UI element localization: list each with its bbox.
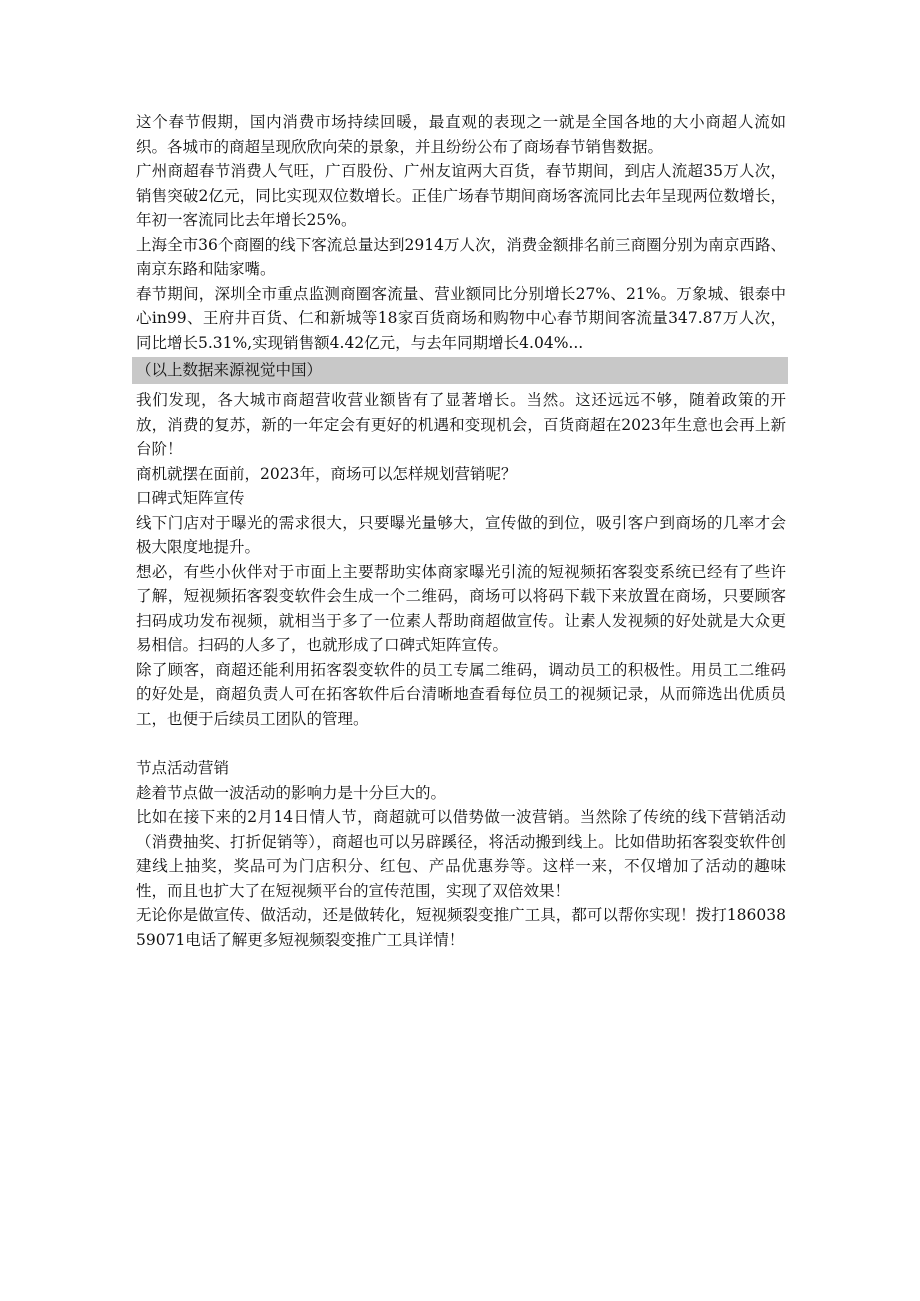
section1-paragraph: 想必，有些小伙伴对于市面上主要帮助实体商家曝光引流的短视频拓客裂变系统已经有了些许了解，短视频拓客裂变软件会生成一个二维码，商场可以将码下载下来放置在商场，只要顾客扫码成功发布视频，就相当于多了一位素人帮助商超做宣传。让素人发视频的好处就是大众更易相信。扫码的人多了，也就形成了口碑式矩阵宣传。: [136, 562, 786, 654]
growth-paragraph: 我们发现，各大城市商超营收营业额皆有了显著增长。当然。这还远远不够，随着政策的开放，消费的复苏，新的一年定会有更好的机遇和变现机会，百货商超在2023年生意也会再上新台阶！: [136, 391, 786, 458]
shenzhen-paragraph: 春节期间，深圳全市重点监测商圈客流量、营业额同比分别增长27%、21%。万象城、银泰中心in99、王府井百货、仁和新城等18家百货商场和购物中心春节期间客流量347.87万人次，同比增长5.31%,实现销售额4.42亿元，与去年同期增长4.04%...: [136, 284, 786, 352]
section2-paragraph: 趁着节点做一波活动的影响力是十分巨大的。: [136, 783, 447, 802]
document-body: [136, 110, 786, 952]
section-title-event-marketing: 节点活动营销: [136, 759, 230, 777]
section1-paragraph: 线下门店对于曝光的需求很大，只要曝光量够大，宣传做的到位，吸引客户到商场的几率才会极大限度地提升。: [136, 513, 786, 556]
shanghai-paragraph: 上海全市36个商圈的线下客流总量达到2914万人次，消费金额排名前三商圈分别为南京西路、南京东路和陆家嘴。: [136, 235, 786, 278]
contact-paragraph: 无论你是做宣传、做活动，还是做转化，短视频裂变推广工具，都可以帮你实现！拨打18603859071电话了解更多短视频裂变推广工具详情！: [136, 906, 786, 949]
blank-line: [136, 731, 786, 756]
section-title-word-of-mouth: 口碑式矩阵宣传: [136, 489, 245, 507]
question-paragraph: 商机就摆在面前，2023年，商场可以怎样规划营销呢？: [136, 464, 517, 483]
section2-paragraph: 比如在接下来的2月14日情人节，商超就可以借势做一波营销。当然除了传统的线下营销活动（消费抽奖、打折促销等），商超也可以另辟蹊径，将活动搬到线上。比如借助拓客裂变软件创建线上抽奖，奖品可为门店积分、红包、产品优惠券等。这样一来，不仅增加了活动的趣味性，而且也扩大了在短视频平台的宣传范围，实现了双倍效果！: [136, 808, 786, 900]
section1-paragraph: 除了顾客，商超还能利用拓客裂变软件的员工专属二维码，调动员工的积极性。用员工二维码的好处是，商超负责人可在拓客软件后台清晰地查看每位员工的视频记录，从而筛选出优质员工，也便于后续员工团队的管理。: [136, 660, 786, 728]
source-note: （以上数据来源视觉中国）: [132, 357, 788, 384]
intro-paragraph: 这个春节假期，国内消费市场持续回暖，最直观的表现之一就是全国各地的大小商超人流如织。各城市的商超呈现欣欣向荣的景象，并且纷纷公布了商场春节销售数据。: [136, 113, 786, 156]
guangzhou-paragraph: 广州商超春节消费人气旺，广百股份、广州友谊两大百货，春节期间，到店人流超35万人次，销售突破2亿元，同比实现双位数增长。正佳广场春节期间商场客流同比去年呈现两位数增长，年初一客流同比去年增长25%。: [136, 162, 786, 229]
